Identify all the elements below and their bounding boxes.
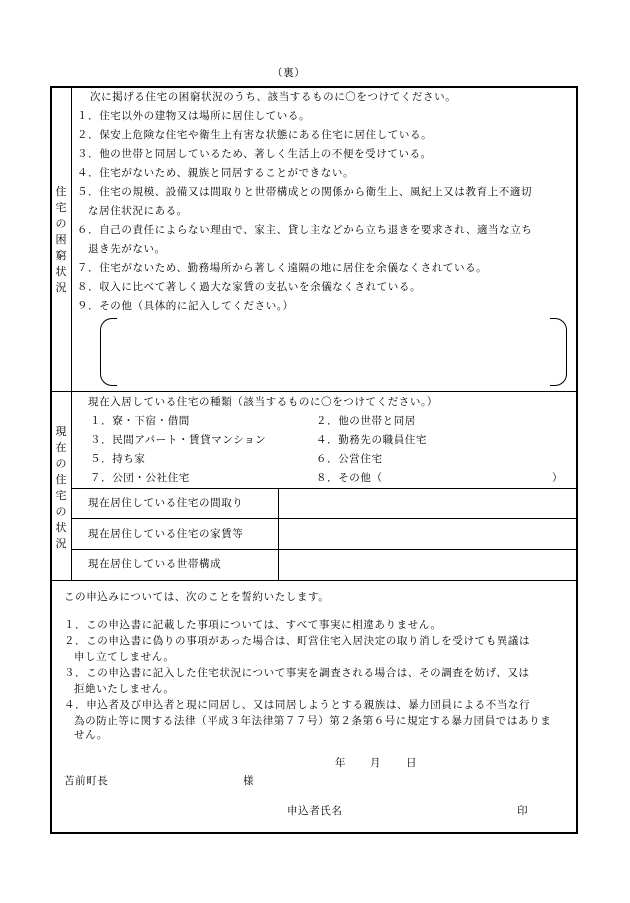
housing-type-5[interactable]: ５．持ち家 [90,453,146,465]
hardship-item-3: ３．他の世帯と同居しているため、著しく生活上の不便を受けている。 [77,148,432,160]
page-label: （裏） [272,67,306,79]
other-bracket-right [550,318,567,386]
hardship-item-9: ９．その他（具体的に記入してください。） [77,300,294,312]
hardship-item-7: ７．住宅がないため、勤務場所から著しく遠隔の地に居住を余儀なくされている。 [77,262,488,274]
section-divider-1 [51,391,577,392]
hardship-item-8: ８．収入に比べて著しく過大な家賃の支払いを余儀なくされている。 [77,281,422,293]
date-year: 年 [335,757,347,769]
row-label-floor-plan: 現在居住している住宅の間取り [88,497,244,509]
pledge-line-3-cont: 拒絶いたしません。 [74,683,175,695]
other-bracket-left [100,318,117,386]
pledge-intro: この申込みについては、次のことを誓約いたします。 [64,591,330,603]
hardship-item-2: ２．保安上危険な住宅や衛生上有害な状態にある住宅に居住している。 [77,129,433,141]
table-line-3 [72,549,577,550]
housing-type-3[interactable]: ３．民間アパート・賃貸マンション [90,434,267,446]
hardship-item-5: ５．住宅の規模、設備又は間取りと世帯構成との関係から衛生上、風紀上又は教育上不適切 [77,186,533,198]
table-line-2 [72,518,577,519]
floor-plan-field[interactable] [280,490,576,517]
section-label-housing-hardship: 住 宅 の 困 窮 状 況 [55,185,67,294]
section-divider-2 [51,580,577,581]
addressee: 苫前町長 [64,775,109,787]
rent-field[interactable] [280,520,576,548]
row-label-rent: 現在居住している住宅の家賃等 [88,528,244,540]
housing-type-7[interactable]: ７．公団・公社住宅 [90,472,190,484]
table-col-divider [278,488,279,580]
pledge-line-3: ３．この申込書に記入した住宅状況について事実を調査される場合は、その調査を妨げ、又は [64,667,530,679]
pledge-line-2: ２．この申込書に偽りの事項があった場合は、町営住宅入居決定の取り消しを受けても異議は [64,635,531,647]
honorific: 様 [243,775,255,787]
date-month: 月 [370,757,382,769]
applicant-name-field[interactable] [355,802,505,822]
seal-mark: 印 [517,805,529,817]
pledge-line-4-cont2: せん。 [74,729,108,741]
pledge-line-1: １．この申込書に記載した事項については、すべて事実に相違ありません。 [64,619,442,631]
housing-type-1[interactable]: １．寮・下宿・借間 [90,415,190,427]
housing-type-8-close: ） [552,472,564,484]
pledge-line-4-cont: 為の防止等に関する法律（平成３年法律第７７号）第２条第６号に規定する暴力団員ではありま [74,715,552,727]
date-day: 日 [406,757,418,769]
label-column-divider [71,87,72,580]
hardship-item-1: １．住宅以外の建物又は場所に居住している。 [77,110,311,122]
hardship-item-5-cont: な居住状況にある。 [88,205,188,217]
hardship-item-4: ４．住宅がないため、親族と同居することができない。 [77,167,355,179]
household-field[interactable] [280,551,576,579]
table-line-1 [72,488,577,489]
housing-type-2[interactable]: ２．他の世帯と同居 [316,415,416,427]
other-details-field[interactable] [118,322,548,380]
applicant-name-label: 申込者氏名 [287,805,343,817]
hardship-item-6: ６．自己の責任によらない理由で、家主、貸し主などから立ち退きを要求され、適当な立ち [77,224,533,236]
row-label-household: 現在居住している世帯構成 [88,558,222,570]
hardship-instruction: 次に掲げる住宅の困窮状況のうち、該当するものに〇をつけてください。 [90,91,457,103]
housing-type-6[interactable]: ６．公営住宅 [316,453,383,465]
housing-type-4[interactable]: ４．勤務先の職員住宅 [316,434,427,446]
hardship-item-6-cont: 退き先がない。 [88,243,166,255]
housing-type-instruction: 現在入居している住宅の種類（該当するものに〇をつけてください。） [88,396,438,408]
pledge-line-2-cont: 申し立てしません。 [74,651,175,663]
pledge-line-4: ４．申込者及び申込者と現に同居し、又は同居しようとする親族は、暴力団員による不当な行 [64,699,531,711]
section-label-current-housing: 現 在 の 住 宅 の 状 況 [55,425,67,550]
housing-type-8[interactable]: ８．その他（ [316,472,383,484]
